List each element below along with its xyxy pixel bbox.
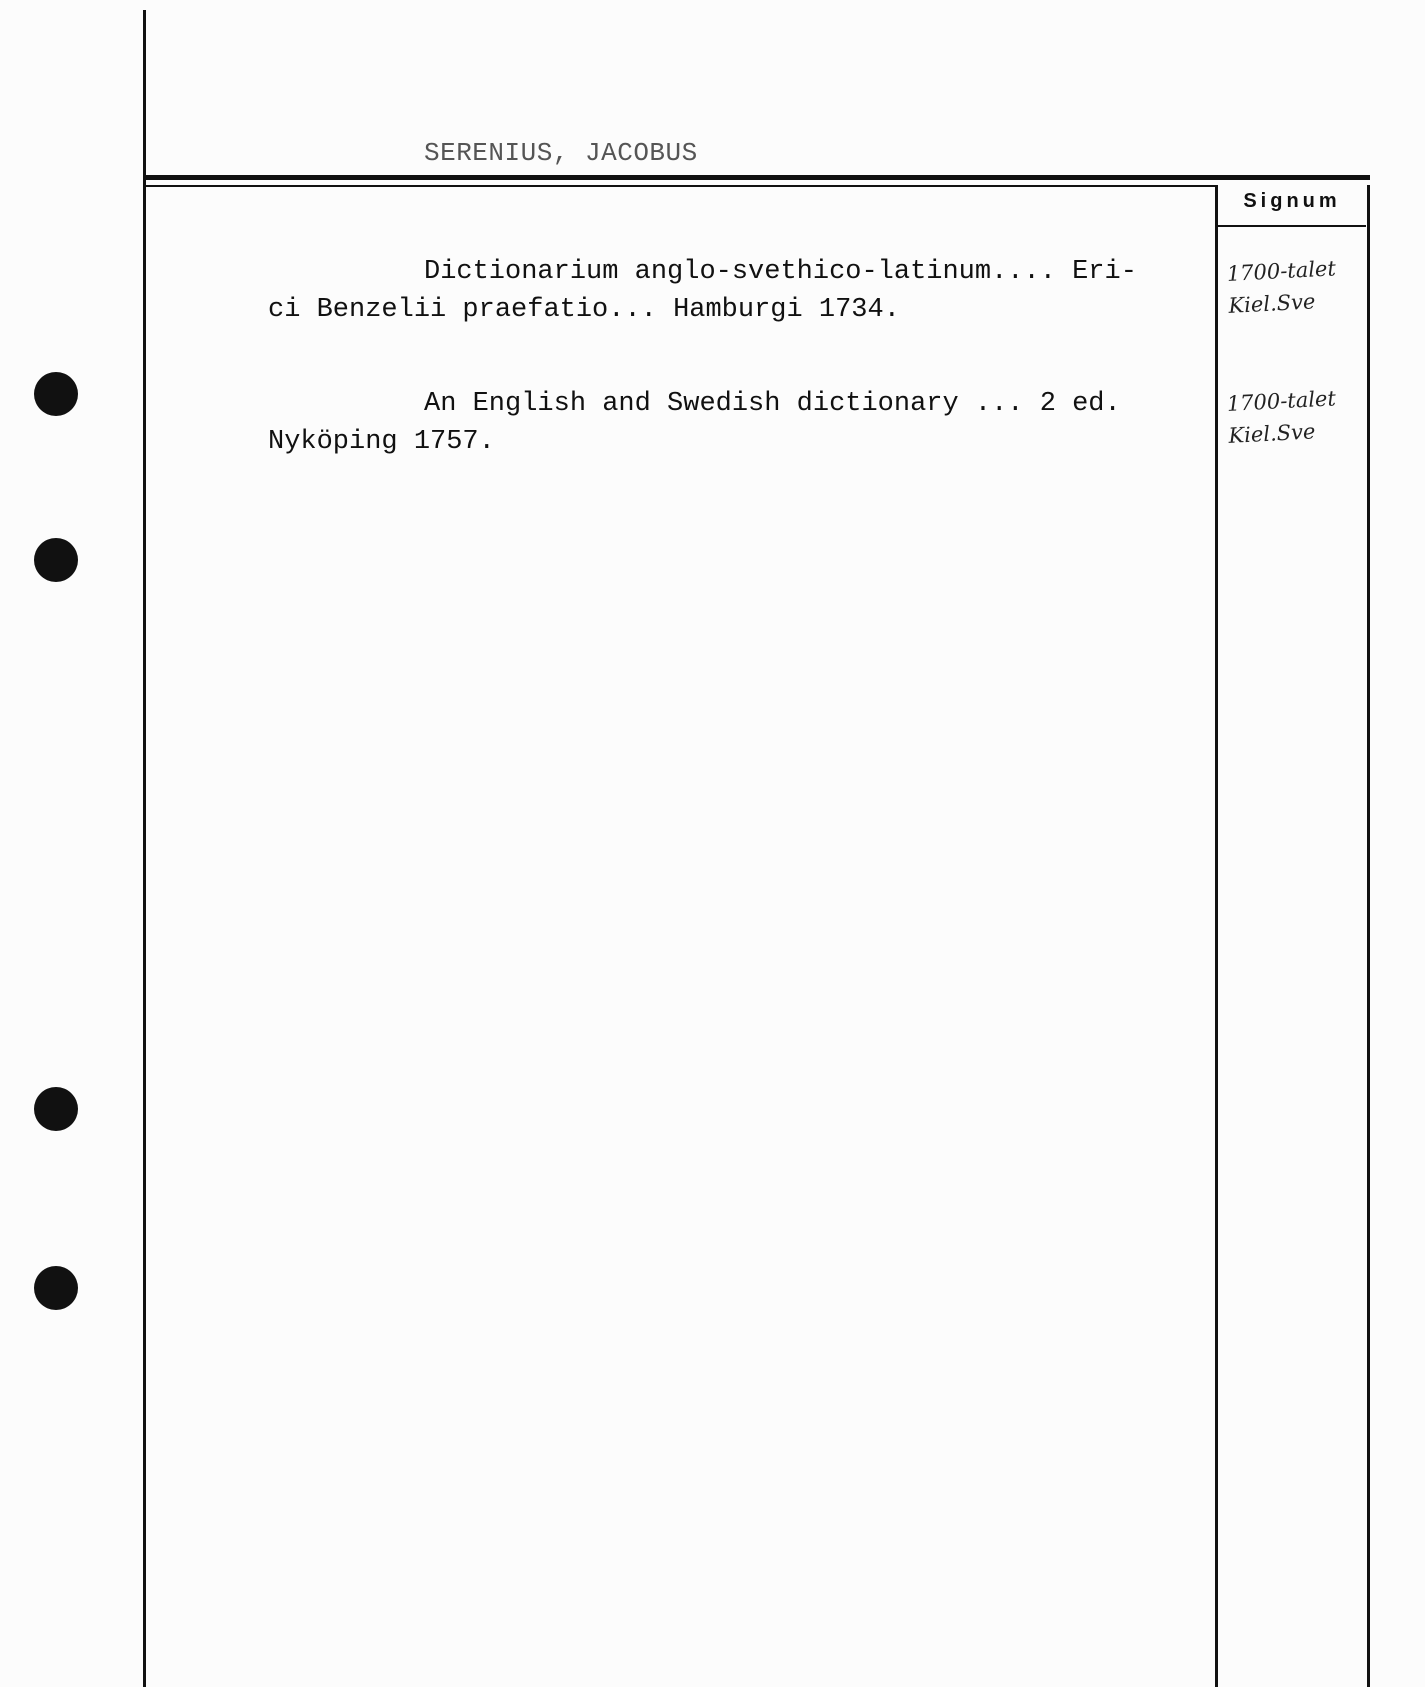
signum-note-line: Kiel.Sve [1227,419,1316,448]
entry-title-line: An English and Swedish dictionary ... 2 ed. [424,389,1121,419]
punch-hole [34,372,78,416]
punch-hole [34,1266,78,1310]
signum-column-right-border [1367,185,1370,1687]
signum-handwritten-note [1226,251,1369,322]
signum-header: Signum [1243,190,1341,212]
signum-handwritten-note [1226,381,1369,452]
heading-rule [146,175,1370,180]
signum-note-line: 1700-talet [1226,386,1337,416]
entry-title-line: Dictionarium anglo-svethico-latinum.... Eri- [424,257,1137,287]
heading-rule-thin [146,185,1215,187]
signum-note-line: 1700-talet [1226,256,1337,286]
entry-imprint-line: Nyköping 1757. [268,427,495,457]
left-margin-rule [143,10,146,1687]
entry-imprint-line: ci Benzelii praefatio... Hamburgi 1734. [268,295,900,325]
signum-header-underline [1218,225,1366,227]
signum-note-line: Kiel.Sve [1227,289,1316,318]
catalog-entry [268,253,1198,329]
punch-hole [34,538,78,582]
signum-column-left-border [1215,185,1218,1687]
catalog-entry [268,385,1198,461]
punch-hole [34,1087,78,1131]
author-heading: SERENIUS, JACOBUS [424,138,698,168]
